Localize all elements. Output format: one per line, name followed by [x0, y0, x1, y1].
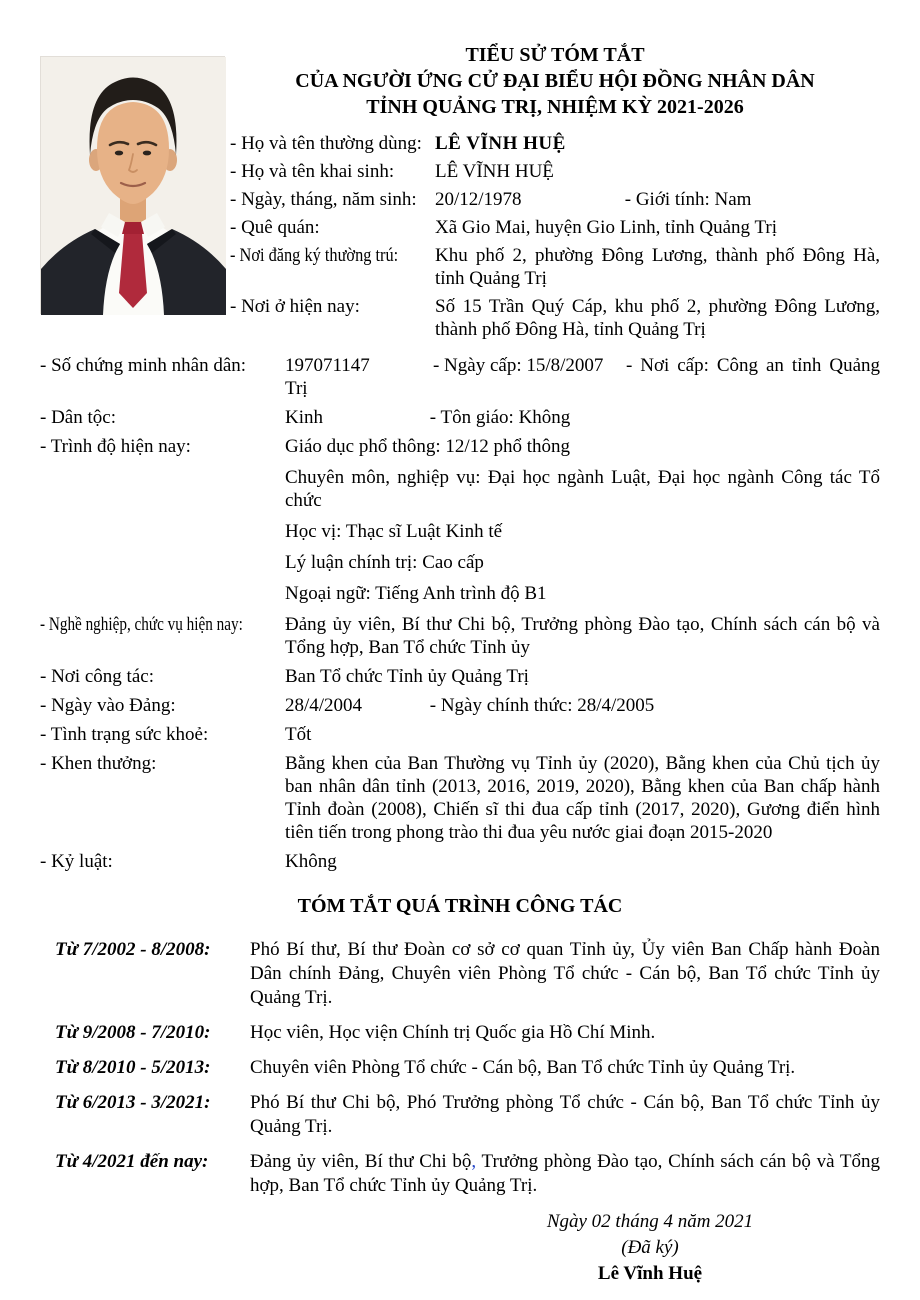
row-id-card [40, 354, 880, 400]
awards-value: Bằng khen của Ban Thường vụ Tỉnh ủy (2020), Bằng khen của Chủ tịch ủy ban nhân dân tỉnh (2013, 2016, 2019, 2020), Bằng khen của Ban chấp hành Tỉnh đoàn (2008), Chiến sĩ thi đua cấp tỉnh (2017, 2020), Gương điển hình tiên tiến trong phong trào thi đua yêu nước giai đoạn 2015-2020 [285, 753, 880, 843]
candidate-photo [40, 56, 225, 314]
career-desc-blue-comma: , [471, 1151, 477, 1172]
career-description: Phó Bí thư, Bí thư Đoàn cơ sở cơ quan Tỉnh ủy, Ủy viên Ban Chấp hành Đoàn Dân chính Đảng, Chuyên viên Phòng Tổ chức - Cán bộ, Ban Tổ chức Tỉnh ủy Quảng Trị. [250, 939, 880, 1008]
career-period: Từ 6/2013 - 3/2021: [55, 1092, 211, 1113]
portrait-illustration [41, 57, 226, 315]
signature-block [420, 1209, 880, 1287]
birth-name-value: LÊ VĨNH HUỆ [435, 161, 554, 182]
title-line-1: TIỂU SỬ TÓM TẮT [465, 44, 645, 66]
row-education-2 [40, 466, 880, 512]
row-education-4 [40, 551, 880, 574]
career-entry-3 [40, 1056, 880, 1080]
education-label-spacer [40, 582, 285, 605]
discipline-value: Không [285, 851, 337, 872]
row-workplace [40, 665, 880, 688]
health-label: - Tình trạng sức khoẻ: [40, 724, 209, 745]
career-period: Từ 7/2002 - 8/2008: [55, 939, 211, 960]
signed-note: (Đã ký) [621, 1237, 679, 1258]
row-occupation [40, 613, 880, 659]
current-residence-value: Số 15 Trần Quý Cáp, khu phố 2, phường Đông Lương, thành phố Đông Hà, tỉnh Quảng Trị [435, 296, 880, 340]
registered-residence-value: Khu phố 2, phường Đông Lương, thành phố Đông Hà, tỉnh Quảng Trị [435, 245, 880, 289]
row-education-5 [40, 582, 880, 605]
dob-value: 20/12/1978 [435, 189, 522, 210]
party-join-value: 28/4/2004 [285, 695, 363, 716]
ethnicity-label: - Dân tộc: [40, 407, 116, 428]
career-description: Học viên, Học viện Chính trị Quốc gia Hồ Chí Minh. [250, 1022, 656, 1043]
career-description [250, 1150, 880, 1198]
row-education-3 [40, 520, 880, 543]
signature-date: Ngày 02 tháng 4 năm 2021 [546, 1211, 754, 1232]
row-education-1 [40, 435, 880, 458]
row-current-residence [230, 295, 880, 341]
row-birth-name [230, 160, 880, 183]
signature-name: Lê Vĩnh Huệ [597, 1263, 703, 1284]
header-and-personal [230, 40, 880, 346]
row-awards [40, 752, 880, 844]
career-description: Chuyên viên Phòng Tổ chức - Cán bộ, Ban Tổ chức Tỉnh ủy Quảng Trị. [250, 1057, 796, 1078]
career-period: Từ 9/2008 - 7/2010: [55, 1022, 211, 1043]
career-entry-1 [40, 938, 880, 1010]
hometown-label: - Quê quán: [230, 217, 320, 238]
career-section [40, 938, 880, 1198]
common-name-label: - Họ và tên thường dùng: [230, 133, 422, 154]
career-description: Phó Bí thư Chi bộ, Phó Trưởng phòng Tổ chức - Cán bộ, Ban Tổ chức Tỉnh ủy Quảng Trị. [250, 1092, 880, 1137]
id-card-value: 197071147 [285, 355, 370, 376]
document-title [230, 42, 880, 120]
title-line-2: CỦA NGƯỜI ỨNG CỬ ĐẠI BIỂU HỘI ĐỒNG NHÂN DÂN [295, 70, 815, 92]
common-name-value: LÊ VĨNH HUỆ [435, 133, 566, 154]
id-issue-place: - Nơi cấp: Công an tỉnh Quảng Trị [285, 355, 881, 399]
career-entry-4 [40, 1091, 880, 1139]
education-label: - Trình độ hiện nay: [40, 436, 191, 457]
row-hometown [230, 216, 880, 239]
education-line-general: Giáo dục phổ thông: 12/12 phổ thông [285, 436, 570, 457]
education-label-spacer [40, 520, 285, 543]
top-section [40, 40, 880, 346]
party-join-label: - Ngày vào Đảng: [40, 695, 176, 716]
discipline-label: - Kỷ luật: [40, 851, 113, 872]
details-section [40, 354, 880, 873]
religion-value: - Tôn giáo: Không [429, 407, 571, 428]
ethnicity-value: Kinh [285, 407, 323, 428]
career-period: Từ 8/2010 - 5/2013: [55, 1057, 211, 1078]
education-line-political: Lý luận chính trị: Cao cấp [285, 552, 484, 573]
education-line-language: Ngoại ngữ: Tiếng Anh trình độ B1 [285, 583, 547, 604]
row-health [40, 723, 880, 746]
dob-label: - Ngày, tháng, năm sinh: [230, 189, 417, 210]
party-official-date: - Ngày chính thức: 28/4/2005 [429, 695, 655, 716]
awards-label: - Khen thưởng: [40, 753, 157, 774]
id-issue-date: - Ngày cấp: 15/8/2007 [432, 355, 604, 376]
education-label-spacer [40, 466, 285, 512]
title-line-3: TỈNH QUẢNG TRỊ, NHIỆM KỲ 2021-2026 [366, 96, 744, 118]
birth-name-label: - Họ và tên khai sinh: [230, 161, 395, 182]
current-residence-label: - Nơi ở hiện nay: [230, 296, 360, 317]
workplace-label: - Nơi công tác: [40, 666, 154, 687]
education-line-degree: Học vị: Thạc sĩ Luật Kinh tế [285, 521, 503, 542]
career-desc-pre: Đảng ủy viên, Bí thư Chi bộ [250, 1151, 472, 1172]
workplace-value: Ban Tổ chức Tỉnh ủy Quảng Trị [285, 666, 529, 687]
id-card-label: - Số chứng minh nhân dân: [40, 355, 247, 376]
row-dob [230, 188, 880, 211]
education-label-spacer [40, 551, 285, 574]
row-ethnicity [40, 406, 880, 429]
career-entry-2 [40, 1021, 880, 1045]
occupation-label: - Nghề nghiệp, chức vụ hiện nay: [40, 614, 243, 635]
row-registered-residence [230, 244, 880, 290]
registered-residence-label: - Nơi đăng ký thường trú: [230, 245, 399, 266]
gender-value: - Giới tính: Nam [624, 189, 752, 210]
career-desc-post: Trưởng phòng Đào tạo, Chính sách cán bộ và Tổng hợp, Ban Tổ chức Tỉnh ủy Quảng Trị. [250, 1151, 880, 1196]
health-value: Tốt [285, 724, 312, 745]
row-discipline [40, 850, 880, 873]
hometown-value: Xã Gio Mai, huyện Gio Linh, tỉnh Quảng Trị [435, 217, 777, 238]
career-entry-5 [40, 1150, 880, 1198]
row-common-name [230, 132, 880, 155]
career-section-title: TÓM TẮT QUÁ TRÌNH CÔNG TÁC [297, 895, 623, 917]
career-period: Từ 4/2021 đến nay: [55, 1151, 209, 1172]
occupation-value: Đảng ủy viên, Bí thư Chi bộ, Trưởng phòng Đào tạo, Chính sách cán bộ và Tổng hợp, Ban Tổ chức Tỉnh ủy [285, 614, 880, 658]
education-line-professional: Chuyên môn, nghiệp vụ: Đại học ngành Luật, Đại học ngành Công tác Tổ chức [285, 467, 880, 511]
row-party-join [40, 694, 880, 717]
photo-column [40, 40, 230, 346]
